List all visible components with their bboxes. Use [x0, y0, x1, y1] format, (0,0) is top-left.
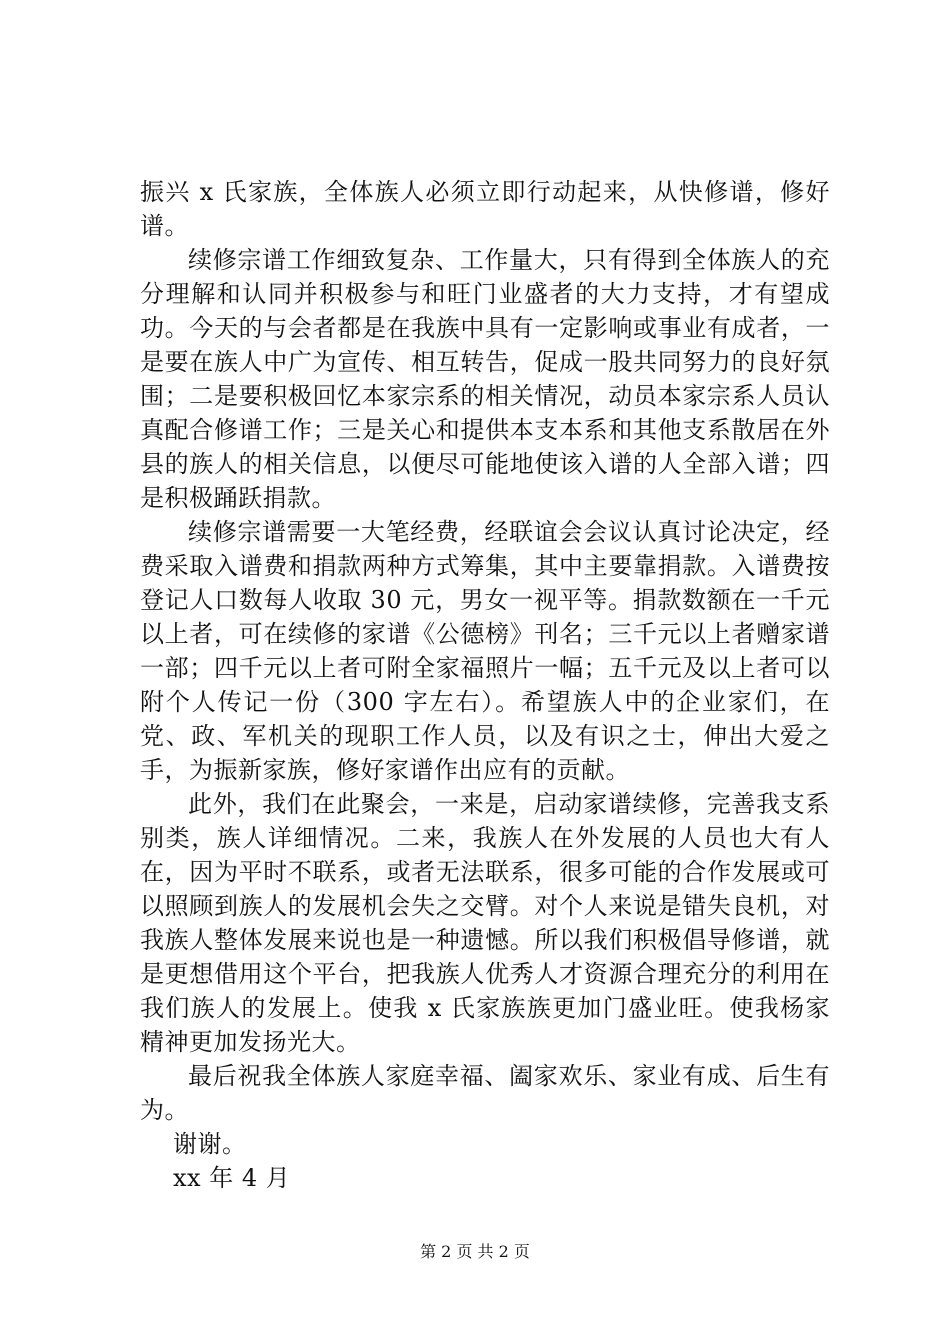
paragraph-closing-wishes: 最后祝我全体族人家庭幸福、阖家欢乐、家业有成、后生有为。: [140, 1062, 830, 1124]
paragraph-continuation: 振兴 x 氏家族，全体族人必须立即行动起来，从快修谱，修好谱。: [140, 178, 830, 240]
date-line: xx 年 4 月: [173, 1164, 291, 1192]
paragraph-funding: 续修宗谱需要一大笔经费，经联谊会会议认真讨论决定，经费采取入谱费和捐款两种方式筹集，其中主要靠捐款。入谱费按登记人口数每人收取 30 元，男女一视平等。捐款数额在一千元以上者，可在续修的家谱《公德榜》刊名；三千元以上者赠家谱一部；四千元以上者可附全家福照片一幅；五千元及以上者可以附个人传记一份（300 字左右）。希望族人中的企业家们，在党、政、军机关的现职工作人员，以及有识之士，伸出大爱之手，为振新家族，修好家谱作出应有的贡献。: [140, 518, 830, 784]
document-body: [140, 175, 830, 1195]
paragraph-gathering-purpose: 此外，我们在此聚会，一来是，启动家谱续修，完善我支系别类，族人详细情况。二来，我族人在外发展的人员也大有人在，因为平时不联系，或者无法联系，很多可能的合作发展或可以照顾到族人的发展机会失之交臂。对个人来说是错失良机，对我族人整体发展来说也是一种遗憾。所以我们积极倡导修谱，就是更想借用这个平台，把我族人优秀人才资源合理充分的利用在我们族人的发展上。使我 x 氏家族族更加门盛业旺。使我杨家精神更加发扬光大。: [140, 790, 830, 1056]
page-number-footer: 第 2 页 共 2 页: [420, 1242, 530, 1261]
thanks-line: 谢谢。: [173, 1130, 247, 1158]
paragraph-genealogy-work: 续修宗谱工作细致复杂、工作量大，只有得到全体族人的充分理解和认同并积极参与和旺门业盛者的大力支持，才有望成功。今天的与会者都是在我族中具有一定影响或事业有成者，一是要在族人中广为宣传、相互转告，促成一股共同努力的良好氛围；二是要积极回忆本家宗系的相关情况，动员本家宗系人员认真配合修谱工作；三是关心和提供本支本系和其他支系散居在外县的族人的相关信息，以便尽可能地使该入谱的人全部入谱；四是积极踊跃捐款。: [140, 246, 830, 512]
